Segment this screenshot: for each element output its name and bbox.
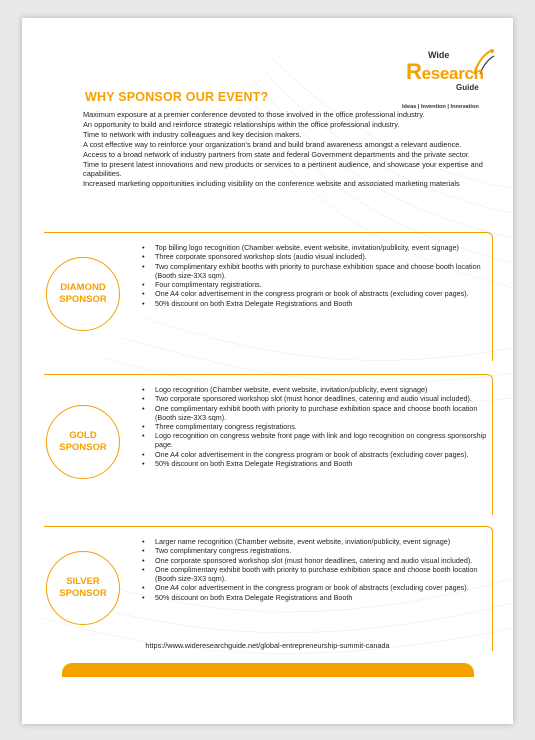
benefit-item: • One complimentary exhibit booth with priority to purchase exhibition space and choose booth location (Booth size-3X3 sqm). [142, 565, 490, 583]
benefit-item: • One A4 color advertisement in the congress program or book of abstracts (excluding cover pages). [142, 450, 490, 459]
flyer-page [22, 18, 513, 724]
benefit-item: • Logo recognition (Chamber website, event website, invitation/publicity, event signage) [142, 385, 490, 394]
intro-line: Time to present latest innovations and new products or services to a pertinent audience, and showcase your expertise and capabilities. [83, 159, 483, 179]
gold-sponsor-label: GOLD SPONSOR [59, 430, 107, 453]
benefit-item: • Two corporate sponsored workshop slot (must honor deadlines, catering and audio visual included). [142, 394, 490, 403]
benefit-item: • 50% discount on both Extra Delegate Registrations and Booth [142, 593, 490, 602]
intro-line: Access to a broad network of industry partners from state and federal Government departments and the private sector. [83, 149, 470, 159]
diamond-sponsor-badge [46, 257, 120, 331]
benefit-item: • Three complimentary congress registrations. [142, 422, 490, 431]
logo-guide-text: Guide [456, 83, 479, 92]
benefit-item: • Two complimentary congress registrations. [142, 546, 490, 555]
logo-research-text: Research [406, 59, 484, 84]
silver-sponsor-badge [46, 551, 120, 625]
benefit-item: • Larger name recognition (Chamber website, event website, inviation/publicity, event signage) [142, 537, 490, 546]
intro-line: Maximum exposure at a premier conference devoted to those involved in the office professional industry. [83, 110, 425, 119]
benefit-item: • One A4 color advertisement in the congress program or book of abstracts (excluding cover pages). [142, 583, 490, 592]
intro-line: A cost effective way to reinforce your organization's brand and build brand awareness amongst a relevant audience. [83, 139, 462, 149]
gold-sponsor-badge [46, 405, 120, 479]
silver-benefits-list [142, 537, 490, 602]
benefit-item: • Two complimentary exhibit booths with priority to purchase exhibition space and choose booth location (Booth size-3X3 sqm). [142, 262, 490, 280]
benefit-item: • 50% discount on both Extra Delegate Registrations and Booth [142, 459, 490, 468]
gold-sponsor-section [44, 374, 493, 515]
benefit-item: • One A4 color advertisement in the congress program or book of abstracts (excluding cover pages). [142, 289, 490, 298]
benefit-item: • Four complimentary registrations. [142, 280, 490, 289]
logo-tagline: Ideas | Invention | Innovation [402, 104, 479, 110]
diamond-benefits-list [142, 243, 490, 308]
logo-wide-text: Wide [428, 50, 450, 60]
gold-benefits-list [142, 385, 490, 468]
page-title: WHY SPONSOR OUR EVENT? [85, 90, 269, 104]
benefit-item: • Logo recognition on congress website front page with link and logo recognition on congress sponsorship page. [142, 431, 490, 449]
footer-url-link[interactable]: https://www.wideresearchguide.net/global-entrepreneurship-summit-canada [145, 641, 390, 650]
benefit-item: • One corporate sponsored workshop slot (must honor deadlines, catering and audio visual included). [142, 556, 490, 565]
intro-list [83, 110, 493, 189]
footer-accent-bar [62, 663, 474, 677]
benefit-item: • Three corporate sponsored workshop slots (audio visual included). [142, 252, 490, 261]
benefit-item: • One complimentary exhibit booth with priority to purchase exhibition space and choose booth location (Booth size-3X3 sqm). [142, 404, 490, 422]
intro-line: Time to network with industry colleagues and key decision makers. [83, 129, 302, 139]
intro-line: Increased marketing opportunities including visibility on the conference website and associated marketing materials [83, 179, 460, 189]
benefit-item: • 50% discount on both Extra Delegate Registrations and Booth [142, 299, 490, 308]
intro-line: An opportunity to build and reinforce strategic relationships within the office professional industry. [83, 119, 400, 129]
diamond-sponsor-label: DIAMOND SPONSOR [59, 282, 107, 305]
diamond-sponsor-section [44, 232, 493, 361]
benefit-item: • Top billing logo recognition (Chamber website, event website, invitation/publicity, event signage) [142, 243, 490, 252]
silver-sponsor-section [44, 526, 493, 651]
silver-sponsor-label: SILVER SPONSOR [59, 576, 107, 599]
